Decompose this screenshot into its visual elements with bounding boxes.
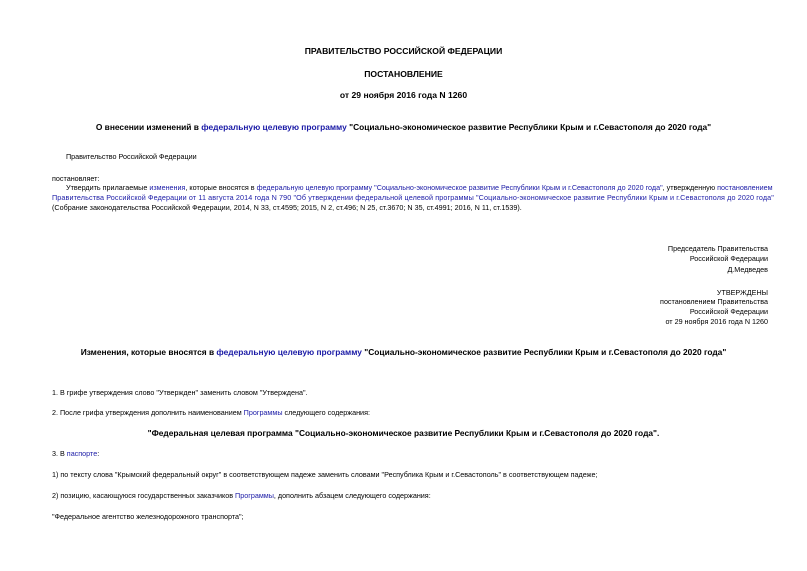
signature-title-2: Российской Федерации (689, 254, 768, 263)
sub-item-2 (52, 491, 431, 500)
paragraph-1-line-3: (Собрание законодательства Российской Федерации, 2014, N 33, ст.4595; 2015, N 2, ст.496; N 25, ст.3670; N 35, ст.4991; 2016, N 11, ст.1539). (52, 203, 522, 212)
approval-line-2: постановлением Правительства (660, 297, 768, 306)
approval-stamp: УТВЕРЖДЕНЫ (716, 288, 768, 297)
changes-title (0, 348, 807, 357)
item-1: 1. В грифе утверждения слово "Утвержден" заменить словом "Утверждена". (52, 388, 308, 397)
doc-type-heading: ПОСТАНОВЛЕНИЕ (364, 69, 443, 79)
signature-title: Председатель Правительства (667, 244, 768, 253)
item-3-suffix: : (97, 449, 100, 458)
title-suffix: "Социально-экономическое развитие Республики Крым и г.Севастополя до 2020 года" (346, 122, 712, 132)
paragraph-1-line-1 (66, 183, 773, 192)
program-link-3[interactable]: Программы (235, 491, 274, 500)
sub-item-1: 1) по тексту слова "Крымский федеральный округ" в соответствующем падеже заменить словами "Республика Крым и г.Севастополь" в соответствующем падеже; (52, 470, 598, 479)
sub-item-2-prefix: 2) позицию, касающуюся государственных заказчиков (52, 491, 236, 500)
changes-title-prefix: Изменения, которые вносятся в (80, 347, 217, 357)
p1-text-1: Утвердить прилагаемые (66, 183, 150, 192)
sub-item-2-suffix: , дополнить абзацем следующего содержания: (273, 491, 431, 500)
date-number: от 29 ноября 2016 года N 1260 (339, 90, 468, 100)
government-line: Правительство Российской Федерации (66, 152, 197, 161)
changes-program-link[interactable]: федеральную целевую программу (216, 347, 362, 357)
changes-link[interactable]: изменения (149, 183, 186, 192)
item-2-prefix: 2. После грифа утверждения дополнить наименованием (52, 408, 244, 417)
p1-text-3: , утвержденную (662, 183, 718, 192)
program-link-2[interactable]: федеральную целевую программу "Социально-экономическое развитие Республики Крым и г.Севастополя до 2020 года" (256, 183, 663, 192)
program-link[interactable]: федеральную целевую программу (201, 122, 347, 132)
item-3-prefix: 3. В (52, 449, 67, 458)
program-name-heading: "Федеральная целевая программа "Социально-экономическое развитие Республики Крым и г.Севастополя до 2020 года". (147, 428, 660, 438)
approval-line-4: от 29 ноября 2016 года N 1260 (665, 317, 768, 326)
program-name-link[interactable]: Программы (243, 408, 283, 417)
decrees-line: постановляет: (52, 174, 100, 183)
signature-name: Д.Медведев (727, 265, 768, 274)
quote-line: "Федеральное агентство железнодорожного транспорта"; (52, 512, 244, 521)
government-heading: ПРАВИТЕЛЬСТВО РОССИЙСКОЙ ФЕДЕРАЦИИ (304, 46, 503, 56)
p1-text-2: , которые вносятся в (185, 183, 257, 192)
changes-title-suffix: "Социально-экономическое развитие Республики Крым и г.Севастополя до 2020 года" (361, 347, 727, 357)
item-3 (52, 449, 99, 458)
document-title (0, 123, 807, 132)
resolution-link-continued[interactable]: Правительства Российской Федерации от 11 августа 2014 года N 790 "Об утверждении федеральной целевой программы "Социально-экономическое развитие Республики Крым и г.Севастополя до 2020 года" (52, 193, 774, 202)
item-2-suffix: следующего содержания: (282, 408, 370, 417)
approval-line-3: Российской Федерации (689, 307, 768, 316)
item-2 (52, 408, 370, 417)
title-prefix: О внесении изменений в (95, 122, 202, 132)
passport-link[interactable]: паспорте (66, 449, 98, 458)
resolution-link[interactable]: постановлением (717, 183, 773, 192)
